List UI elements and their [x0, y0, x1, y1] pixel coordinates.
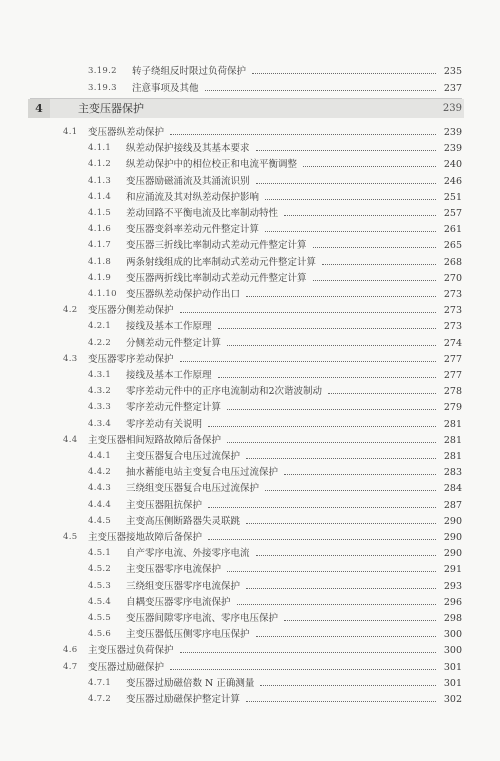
toc-subsection[interactable] [0, 514, 500, 529]
dot-leader [284, 473, 436, 475]
entry-number: 4.5 [63, 532, 78, 542]
toc-subsection[interactable] [0, 174, 500, 189]
entry-page-number: 277 [443, 353, 462, 365]
entry-page-number: 246 [443, 175, 462, 187]
entry-number: 4.4.3 [88, 483, 112, 494]
entry-number: 4.5.3 [88, 580, 112, 591]
entry-page-number: 261 [443, 224, 462, 236]
entry-title: 接线及基本工作原理 [126, 370, 212, 381]
dot-leader [246, 700, 436, 702]
entry-title: 变压器分侧差动保护 [88, 305, 174, 317]
toc-subsection[interactable] [0, 546, 500, 561]
dot-leader [180, 311, 437, 313]
entry-title: 主变压器接地故障后备保护 [88, 532, 203, 543]
entry-title: 零序差动元件整定计算 [126, 402, 222, 414]
entry-number: 4.1.4 [88, 191, 112, 202]
entry-page-number: 296 [443, 596, 462, 608]
dot-leader [170, 133, 436, 135]
entry-number: 3.19.2 [88, 66, 117, 76]
entry-page-number: 302 [443, 694, 462, 705]
toc-subsection[interactable] [0, 238, 500, 253]
dot-leader [218, 327, 437, 329]
entry-title: 主变压器阻抗保护 [126, 499, 203, 511]
toc-subsection[interactable] [0, 368, 500, 383]
dot-leader [208, 425, 436, 427]
entry-title: 变压器变斜率差动元件整定计算 [126, 224, 260, 236]
entry-number: 4.3.3 [88, 402, 112, 413]
entry-number: 4.1.9 [88, 272, 112, 283]
dot-leader [227, 408, 436, 410]
toc-subsection[interactable] [0, 692, 500, 707]
dot-leader [208, 538, 436, 540]
entry-page-number: 283 [443, 467, 462, 479]
dot-leader [256, 149, 437, 151]
entry-page-number: 273 [443, 321, 462, 333]
entry-number: 4.4.2 [88, 467, 112, 478]
toc-entry[interactable] [0, 64, 500, 79]
entry-number: 4.2 [63, 305, 78, 316]
dot-leader [246, 587, 436, 589]
chapter-number: 4 [28, 99, 50, 118]
entry-title: 零序差动元件中的正序电流制动和2次谐波制动 [126, 386, 323, 398]
entry-page-number: 274 [443, 337, 462, 349]
entry-number: 4.5.5 [88, 613, 112, 623]
toc-subsection[interactable] [0, 481, 500, 496]
entry-number: 4.2.2 [88, 337, 112, 348]
toc-subsection[interactable] [0, 336, 500, 351]
dot-leader [284, 214, 436, 216]
entry-page-number: 237 [443, 83, 462, 94]
entry-title: 变压器过励磁保护 [88, 661, 165, 673]
entry-page-number: 239 [443, 127, 462, 138]
entry-title: 三绕组变压器复合电压过流保护 [126, 483, 260, 495]
entry-number: 4.4.4 [88, 499, 112, 510]
entry-number: 4.4.1 [88, 451, 112, 461]
toc-section[interactable] [0, 643, 500, 658]
entry-number: 3.19.3 [88, 83, 117, 93]
entry-page-number: 290 [443, 548, 462, 560]
dot-leader [265, 198, 436, 200]
toc-subsection[interactable] [0, 465, 500, 480]
toc-subsection[interactable] [0, 287, 500, 302]
toc-subsection[interactable] [0, 141, 500, 156]
dot-leader [256, 635, 437, 637]
dot-leader [237, 603, 437, 605]
entry-number: 4.1.1 [88, 143, 112, 154]
dot-leader [208, 506, 436, 508]
entry-title: 变压器纵差动保护 [88, 127, 165, 138]
entry-page-number: 281 [443, 451, 462, 462]
entry-title: 主变压器过负荷保护 [88, 645, 174, 657]
entry-title: 和应涌流及其对纵差动保护影响 [126, 191, 260, 203]
entry-title: 变压器励磁涌流及其涌流识别 [126, 175, 250, 187]
entry-number: 4.3.2 [88, 386, 112, 397]
entry-title: 变压器零序差动保护 [88, 353, 174, 365]
entry-page-number: 277 [443, 370, 462, 381]
entry-number: 4.4.5 [88, 515, 112, 526]
dot-leader [265, 489, 436, 491]
dot-leader [265, 230, 436, 232]
dot-leader [284, 619, 436, 621]
entry-title: 变压器纵差动保护动作出口 [126, 289, 241, 300]
entry-number: 4.3.4 [88, 418, 112, 429]
entry-page-number: 279 [443, 402, 462, 414]
entry-number: 4.1.3 [88, 175, 112, 186]
entry-number: 4.6 [63, 645, 78, 656]
entry-page-number: 251 [443, 191, 462, 203]
entry-page-number: 298 [443, 613, 462, 624]
entry-title: 自产零序电流、外接零序电流 [126, 548, 250, 560]
chapter-page-number: 239 [442, 103, 462, 114]
entry-title: 差动回路不平衡电流及比率制动特性 [126, 208, 279, 219]
entry-number: 4.7 [63, 661, 78, 672]
toc-section[interactable] [0, 303, 500, 318]
entry-title: 零序差动有关说明 [126, 418, 203, 430]
entry-page-number: 291 [443, 564, 462, 576]
toc-subsection[interactable] [0, 579, 500, 594]
entry-title: 变压器间隙零序电流、零序电压保护 [126, 613, 279, 624]
toc-subsection[interactable] [0, 562, 500, 577]
entry-page-number: 268 [443, 256, 462, 268]
toc-entry[interactable] [0, 81, 500, 96]
entry-page-number: 281 [443, 434, 462, 446]
entry-title: 转子绕组反时限过负荷保护 [132, 66, 247, 77]
entry-number: 4.7.1 [88, 677, 112, 688]
entry-title: 自耦变压器零序电流保护 [126, 596, 231, 608]
toc-subsection[interactable] [0, 271, 500, 286]
entry-title: 主变高压侧断路器失灵联跳 [126, 515, 241, 527]
entry-number: 4.3 [63, 353, 78, 364]
dot-leader [205, 89, 437, 91]
entry-number: 4.1.6 [88, 224, 112, 235]
entry-title: 主变压器相间短路故障后备保护 [88, 434, 222, 446]
dot-leader [227, 344, 436, 346]
dot-leader [246, 295, 436, 297]
entry-title: 变压器两折线比率制动式差动元件整定计算 [126, 272, 307, 284]
entry-title: 三绕组变压器零序电流保护 [126, 580, 241, 592]
toc-subsection[interactable] [0, 595, 500, 610]
toc-subsection[interactable] [0, 206, 500, 221]
dot-leader [180, 360, 437, 362]
entry-page-number: 270 [443, 272, 462, 284]
entry-page-number: 290 [443, 515, 462, 527]
entry-page-number: 300 [443, 645, 462, 657]
dot-leader [328, 392, 436, 394]
entry-title: 主变压器低压侧零序电压保护 [126, 629, 250, 641]
entry-page-number: 290 [443, 532, 462, 543]
entry-title: 分侧差动元件整定计算 [126, 337, 222, 349]
entry-title: 注意事项及其他 [132, 83, 199, 94]
toc-subsection[interactable] [0, 190, 500, 205]
entry-number: 4.1 [63, 127, 78, 137]
entry-title: 接线及基本工作原理 [126, 321, 212, 333]
entry-number: 4.5.4 [88, 596, 112, 607]
toc-subsection[interactable] [0, 627, 500, 642]
entry-number: 4.5.2 [88, 564, 112, 575]
entry-title: 主变压器零序电流保护 [126, 564, 222, 576]
entry-page-number: 300 [443, 629, 462, 641]
toc-subsection[interactable] [0, 400, 500, 415]
dot-leader [313, 246, 437, 248]
toc-subsection[interactable] [0, 417, 500, 432]
chapter-title: 主变压器保护 [78, 102, 144, 115]
entry-page-number: 265 [443, 240, 462, 252]
entry-title: 纵差动保护中的相位校正和电流平衡调整 [126, 159, 298, 171]
entry-title: 纵差动保护接线及其基本要求 [126, 143, 250, 155]
toc-section[interactable] [0, 125, 500, 140]
entry-title: 抽水蓄能电站主变复合电压过流保护 [126, 467, 279, 479]
entry-page-number: 281 [443, 418, 462, 430]
entry-number: 4.7.2 [88, 694, 112, 704]
entry-page-number: 293 [443, 580, 462, 592]
dot-leader [303, 165, 436, 167]
dot-leader [260, 684, 436, 686]
entry-page-number: 301 [443, 677, 462, 689]
entry-title: 变压器三折线比率制动式差动元件整定计算 [126, 240, 307, 252]
entry-title: 两条射线组成的比率制动式差动元件整定计算 [126, 256, 317, 268]
toc-subsection[interactable] [0, 449, 500, 464]
toc-subsection[interactable] [0, 384, 500, 399]
toc-section[interactable] [0, 433, 500, 448]
entry-title: 主变压器复合电压过流保护 [126, 451, 241, 462]
dot-leader [256, 182, 437, 184]
dot-leader [227, 441, 436, 443]
entry-page-number: 257 [443, 208, 462, 219]
entry-page-number: 239 [443, 143, 462, 155]
entry-page-number: 240 [443, 159, 462, 171]
entry-page-number: 287 [443, 499, 462, 511]
chapter-heading[interactable] [28, 99, 464, 118]
toc-subsection[interactable] [0, 498, 500, 513]
entry-page-number: 301 [443, 661, 462, 673]
entry-number: 4.1.8 [88, 256, 112, 267]
entry-number: 4.5.1 [88, 548, 112, 559]
entry-number: 4.2.1 [88, 321, 112, 332]
toc-section[interactable] [0, 530, 500, 545]
entry-number: 4.3.1 [88, 370, 112, 380]
entry-number: 4.1.5 [88, 208, 112, 218]
entry-page-number: 273 [443, 289, 462, 300]
entry-title: 变压器过励磁保护整定计算 [126, 694, 241, 705]
dot-leader [246, 522, 436, 524]
entry-page-number: 273 [443, 305, 462, 317]
toc-subsection[interactable] [0, 222, 500, 237]
entry-number: 4.5.6 [88, 629, 112, 640]
toc-subsection[interactable] [0, 255, 500, 270]
toc-subsection[interactable] [0, 676, 500, 691]
dot-leader [170, 668, 436, 670]
entry-number: 4.1.7 [88, 240, 112, 251]
entry-number: 4.1.2 [88, 159, 112, 170]
toc-subsection[interactable] [0, 319, 500, 334]
toc-subsection[interactable] [0, 157, 500, 172]
dot-leader [246, 457, 436, 459]
entry-number: 4.4 [63, 434, 78, 445]
dot-leader [252, 72, 436, 74]
entry-page-number: 284 [443, 483, 462, 495]
dot-leader [313, 279, 437, 281]
dot-leader [322, 263, 436, 265]
entry-title: 变压器过励磁倍数 N 正确测量 [126, 677, 255, 689]
dot-leader [218, 376, 437, 378]
entry-page-number: 278 [443, 386, 462, 398]
dot-leader [256, 554, 437, 556]
entry-page-number: 235 [443, 66, 462, 77]
toc-section[interactable] [0, 352, 500, 367]
entry-number: 4.1.10 [88, 289, 117, 299]
dot-leader [180, 651, 437, 653]
dot-leader [227, 570, 436, 572]
toc-section[interactable] [0, 660, 500, 675]
toc-subsection[interactable] [0, 611, 500, 626]
